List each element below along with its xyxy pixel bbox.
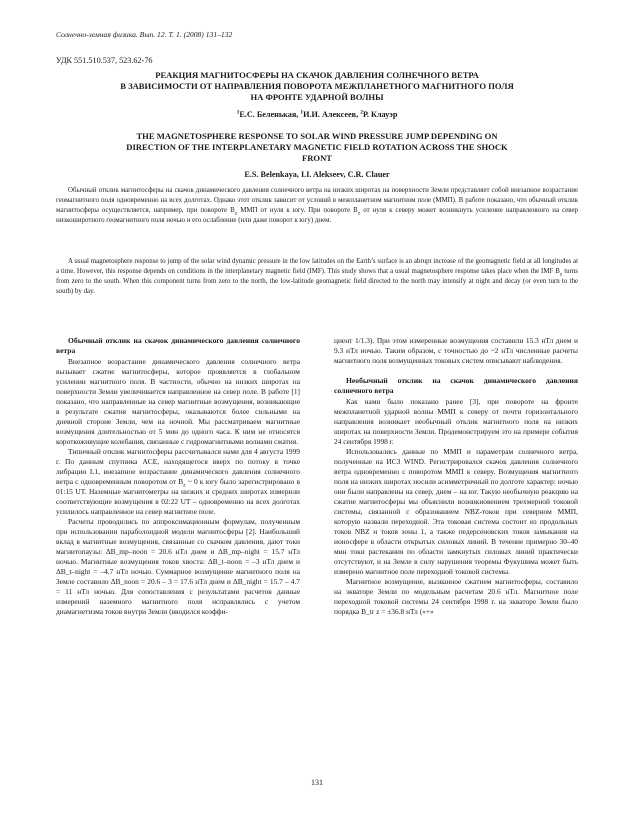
russian-authors — [56, 110, 578, 119]
english-authors: E.S. Belenkaya, I.I. Alekseev, C.R. Clauer — [244, 170, 390, 179]
english-title — [56, 131, 578, 163]
subscript: z — [234, 210, 238, 217]
english-title-line: THE MAGNETOSPHERE RESPONSE TO SOLAR WIND PRESSURE JUMP DEPENDING ON — [136, 131, 498, 141]
paragraph: Расчеты проводились по аппроксимационным формулам, полученным при использовании параболоидной модели магнитосферы [2]. Наибольший вклад в магнитные возмущения, связанные со скачком давления, дают токи магнитопаузы: ΔB_mp–noon = 20.6 нТл днем и ΔB_mp–night = 15.7 нТл ночью. Магнитные возмущения токов хвоста: ΔB_t–noon = –3 нТл днем и ΔB_t–night = –4.7 нТл ночью. Суммарное возмущение магнитного поля на Земле составило ΔB_noon = 20.6 – 3 = 17.6 нТл днем и ΔB_night = 15.7 – 4.7 = 11 нТл ночью. Для сопоставления с результатами расчетов данные измерений наземного магнитного поля исправлялись с учетом диамагнетизма токов внутри Земли (вводился коэффи- — [56, 517, 300, 616]
subscript: z — [357, 210, 361, 217]
paragraph: циент 1/1.3). При этом измеренные возмущения составили 15.3 нТл днем и 9.3 нТл ночью. Таким образом, с точностью до ~2 нТл численные расчеты магнитного поля возмущенных токовых систем описывают наблюдения. — [334, 336, 578, 365]
english-title-line: DIRECTION OF THE INTERPLANETARY MAGNETIC FIELD ROTATION ACROSS THE SHOCK — [126, 141, 508, 152]
right-column — [334, 336, 578, 617]
abstract-text: Обычный отклик магнитосферы на скачок динамического давления солнечного ветра на низких широтах на поверхности Земли представляет собой внезапное возрастание геомагнитного поля одновременно на всех долготах. Однако этот отклик зависит от условий в межпланетном магнитном поле (ММП). В работе показано, что обычный отклик магнитосферы осуществляется, например, при повороте B — [56, 187, 578, 214]
paragraph — [56, 447, 300, 517]
author-name: И.И. Алексеев, — [303, 110, 361, 119]
abstract-russian — [56, 186, 578, 226]
russian-title — [56, 70, 578, 102]
abstract-text: от нуля к северу может возникнуть усиление направленного на север низкоширотного геомагнитного поля ночью и его ослабление (или даже поворот к югу) днем. — [56, 207, 578, 224]
russian-title-line: НА ФРОНТЕ УДАРНОЙ ВОЛНЫ — [250, 91, 384, 102]
page-number: 131 — [311, 778, 323, 787]
section-heading: Необычный отклик на скачок динамического давления солнечного ветра — [334, 376, 578, 395]
section-heading: Обычный отклик на скачок динамического давления солнечного ветра — [56, 336, 300, 355]
paragraph: Магнитное возмущение, вызванное сжатием магнитосферы, составило на экваторе Земли по модельным расчетам 20.6 нТл. Магнитное поле переходной токовой системы 24 сентября 1998 г. на экваторе Земли было порядка B_tr z = ±36.8 нТл («+» — [334, 577, 578, 616]
affiliation-mark: 1 — [300, 109, 304, 116]
author-name: Р. Клауэр — [362, 110, 398, 119]
author-name: Е.С. Беленькая, — [239, 110, 301, 119]
udk-code: УДК 551.510.537, 523.62-76 — [56, 56, 153, 65]
russian-title-line: РЕАКЦИЯ МАГНИТОСФЕРЫ НА СКАЧОК ДАВЛЕНИЯ СОЛНЕЧНОГО ВЕТРА — [155, 70, 479, 80]
paragraph: Внезапное возрастание динамического давления солнечного ветра вызывает сжатие магнитосферы, которое проявляется в глобальном усилении магнитного поля. В частности, обычно на низких широтах на поверхности Земли увеличивается направленное на север поле. В работе [1] показано, что направленные на север магнитные возмущения, возникающие в результате сжатия магнитосферы, оказываются более сильными на дневной стороне Земли, чем на ночной. Мы рассматриваем магнитные возмущения длительностью от 5 мин до одного часа. К ним не относятся короткоживущие колебания, связанные с гидромагнитными волнами сжатия. — [56, 357, 300, 446]
english-title-line: FRONT — [301, 152, 333, 163]
paragraph: Использовались данные по ММП и параметрам солнечного ветра, полученные на ИСЗ WIND. Регистрировался скачок давления солнечного ветра одновременно с поворотом ММП к северу. Возмущения магнитного поля на низких широтах носили асимметричный по долготе характер: ночью они были направлены на север, днем – на юг. Такую необычную реакцию на сжатие магнитосферы мы объяснили возникновением трехмерной токовой системы, связанной с образованием NBZ-токов при северном ММП, которую назвали переходной. Эта токовая система состоит из продольных токов NBZ и токов зоны 1, а также педерсеновских токов замыкания на ионосфере в области открытых силовых линий. В течение примерно 30–40 мин токи растекания по области замкнутых силовых линий практически отсутствуют, и на Земле в силу нарушения теоремы Фукушима может быть измерено магнитное поле переходной токовой системы. — [334, 447, 578, 576]
subscript: z — [559, 271, 563, 278]
paragraph-text: Типичный отклик магнитосферы рассчитывался нами для 4 августа 1999 г. По данным спутника ACE, находящегося вверх по потоку в точке либрации L1, внезапное возрастание динамического давления солнечного ветра с одновременным поворотом от B — [56, 447, 300, 486]
abstract-text: ММП от нуля к югу. При повороте B — [237, 207, 358, 214]
affiliation-mark: 1 — [236, 109, 240, 116]
paragraph: Как нами было показано ранее [3], при повороте на фронте межпланетной ударной волны ММП к северу от почти горизонтального направления возникает необычный отклик магнитного поля на низких широтах на поверхности Земли. Продемонстрируем это на примере события 24 сентября 1998 г. — [334, 397, 578, 446]
abstract-english — [56, 257, 578, 297]
abstract-text: turns from zero to the south. When this component turns from zero to the north, the low-latitude geomagnetic field directed to the north may intensify at night and decay (or even turn to the south) by day. — [56, 268, 578, 295]
russian-title-line: В ЗАВИСИМОСТИ ОТ НАПРАВЛЕНИЯ ПОВОРОТА МЕЖПЛАНЕТНОГО МАГНИТНОГО ПОЛЯ — [120, 80, 514, 91]
affiliation-mark: 2 — [360, 109, 363, 116]
subscript: z — [183, 482, 186, 489]
paragraph-text: ~ 0 к югу было зарегистрировано в 01:15 UT. Наземные магнитометры на низких и средних широтах измерили соответствующие возмущения в 02:22 UT – одновременно на всех долготах усилилось направленное на север магнитное поле. — [56, 477, 300, 516]
abstract-text: A usual magnetosphere response to jump of the solar wind dynamic pressure in the low latitudes on the Earth’s surface is an abrupt increase of the geomagnetic field at all longitudes at a time. However, this response depends on conditions in the interplanetary magnetic field (IMF). This study shows that a usual magnetosphere response takes place when the IMF B — [56, 258, 578, 275]
journal-citation: Солнечно-земная физика. Вып. 12. Т. 1. (2008) 131–132 — [56, 30, 233, 39]
left-column — [56, 336, 300, 617]
